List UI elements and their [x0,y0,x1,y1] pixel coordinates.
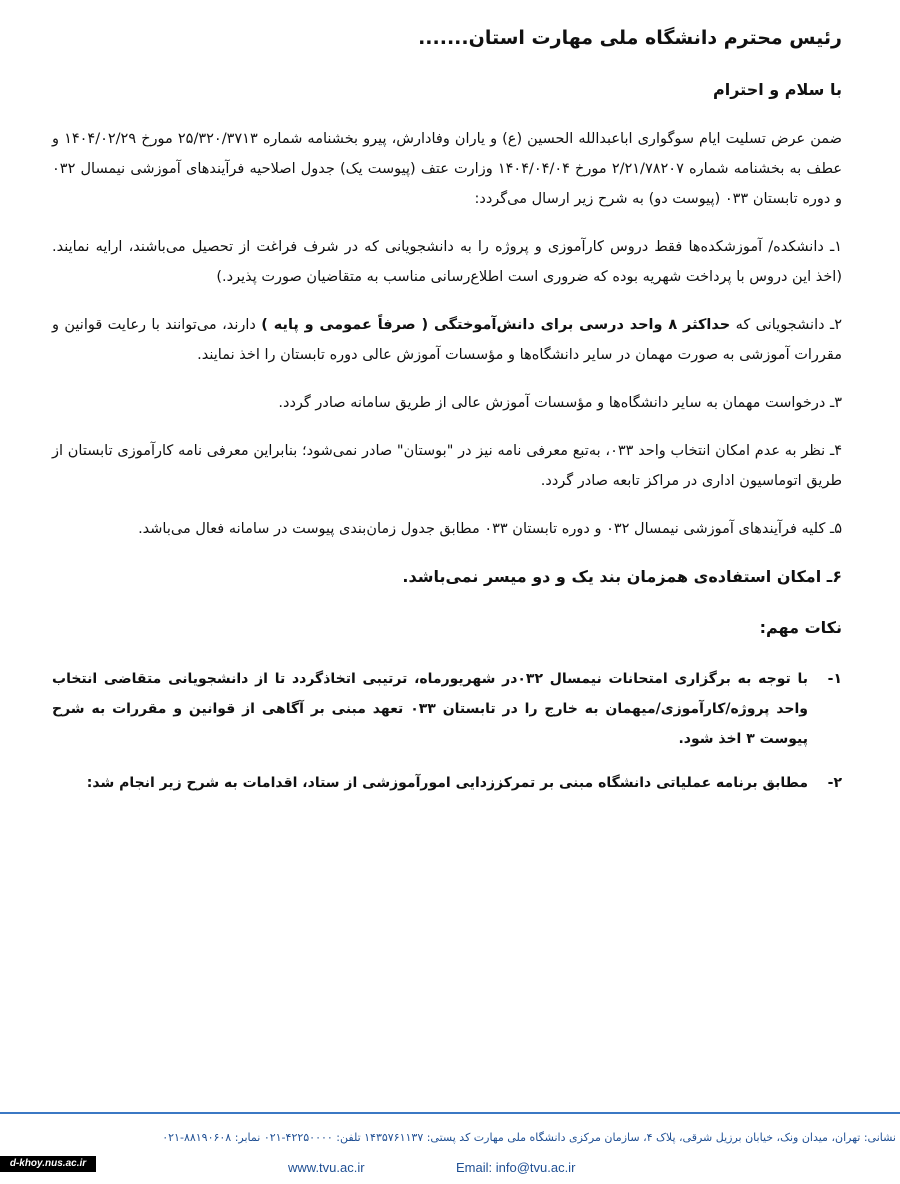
item-2-bold: حداکثر ۸ واحد درسی برای دانش‌آموختگی ( صرفاً عمومی و پایه ) [261,317,731,333]
greeting: با سلام و احترام [713,80,842,99]
item-1: ۱ـ دانشکده/ آموزشکده‌ها فقط دروس کارآموزی و پروژه را به دانشجویانی که در شرف فراغت از تحصیل می‌باشند، ارایه نمایند. (اخذ این دروس با پرداخت شهریه بوده که ضروری است اطلاع‌رسانی مناسب به متقاضیان صورت پذیرد.) [52,239,842,285]
letter-body [52,18,842,812]
item-4: ۴ـ نظر به عدم امکان انتخاب واحد ۰۳۳، به‌تبع معرفی نامه نیز در "بوستان" صادر نمی‌شود؛ بنابراین معرفی نامه کارآموزی تابستان از طریق اتوماسیون اداری در مراکز تابعه صادر گردد. [52,443,842,489]
note-1-text: با توجه به برگزاری امتحانات نیمسال ۰۳۲در شهریورماه، ترتیبی اتخاذگردد تا از دانشجویانی متقاضی انتخاب واحد پروژه/کارآموزی/میهمان به خارج را در تابستان ۰۳۳ تعهد مبنی بر آگاهی از قوانین و مقررات به شرح پیوست ۳ اخذ شود. [52,671,808,747]
item-2-end: دارند، می‌توانند با رعایت قوانین و مقررات آموزشی به صورت مهمان در سایر دانشگاه‌ها و مؤسسات آموزش عالی دوره تابستان را اخذ نمایند. [52,317,842,363]
item-2 [52,310,842,370]
footer-website-link[interactable]: www.tvu.ac.ir [288,1160,365,1175]
footer-contacts [0,1158,900,1180]
note-1 [52,664,842,754]
site-watermark: d-khoy.nus.ac.ir [0,1156,96,1172]
footer-divider [0,1112,900,1114]
item-6: ۶ـ امکان استفاده‌ی همزمان بند یک و دو میسر نمی‌باشد. [402,567,842,586]
note-2-text: مطابق برنامه عملیاتی دانشگاه مبنی بر تمرکززدایی امورآموزشی از ستاد، اقدامات به شرح زیر انجام شد: [86,775,808,791]
notes-heading: نکات مهم: [759,618,842,637]
item-5: ۵ـ کلیه فرآیندهای آموزشی نیمسال ۰۳۲ و دوره تابستان ۰۳۳ مطابق جدول زمان‌بندی پیوست در سامانه فعال می‌باشد. [138,521,842,537]
item-2-start: ۲ـ دانشجویانی که [730,317,842,333]
item-3: ۳ـ درخواست مهمان به سایر دانشگاه‌ها و مؤسسات آموزش عالی از طریق سامانه صادر گردد. [278,395,842,411]
note-1-number: ۱- [827,671,842,687]
intro-paragraph: ضمن عرض تسلیت ایام سوگواری اباعبدالله الحسین (ع) و یاران وفادارش، پیرو بخشنامه شماره ۲۵/۳۲۰/۳۷۱۳ مورخ ۱۴۰۴/۰۲/۲۹ و عطف به بخشنامه شماره ۲/۲۱/۷۸۲۰۷ مورخ ۱۴۰۴/۰۴/۰۴ وزارت عتف (پیوست یک) جدول اصلاحیه فرآیندهای آموزشی نیمسال ۰۳۲ و دوره تابستان ۰۳۳ (پیوست دو) به شرح زیر ارسال می‌گردد: [52,131,842,207]
note-2-number: ۲- [827,775,842,791]
footer-email-link[interactable]: Email: info@tvu.ac.ir [456,1160,576,1175]
footer-address: نشانی: تهران، میدان ونک، خیابان برزیل شرقی، پلاک ۴، سازمان مرکزی دانشگاه ملی مهارت کد پستی: ۱۴۳۵۷۶۱۱۳۷ تلفن: ۴۲۲۵۰۰۰۰-۰۲۱ نمابر: ۸۸۱۹۰۶۰۸-۰۲۱ [162,1131,896,1144]
note-2 [52,768,842,798]
letter-title: رئیس محترم دانشگاه ملی مهارت استان....... [418,27,842,49]
